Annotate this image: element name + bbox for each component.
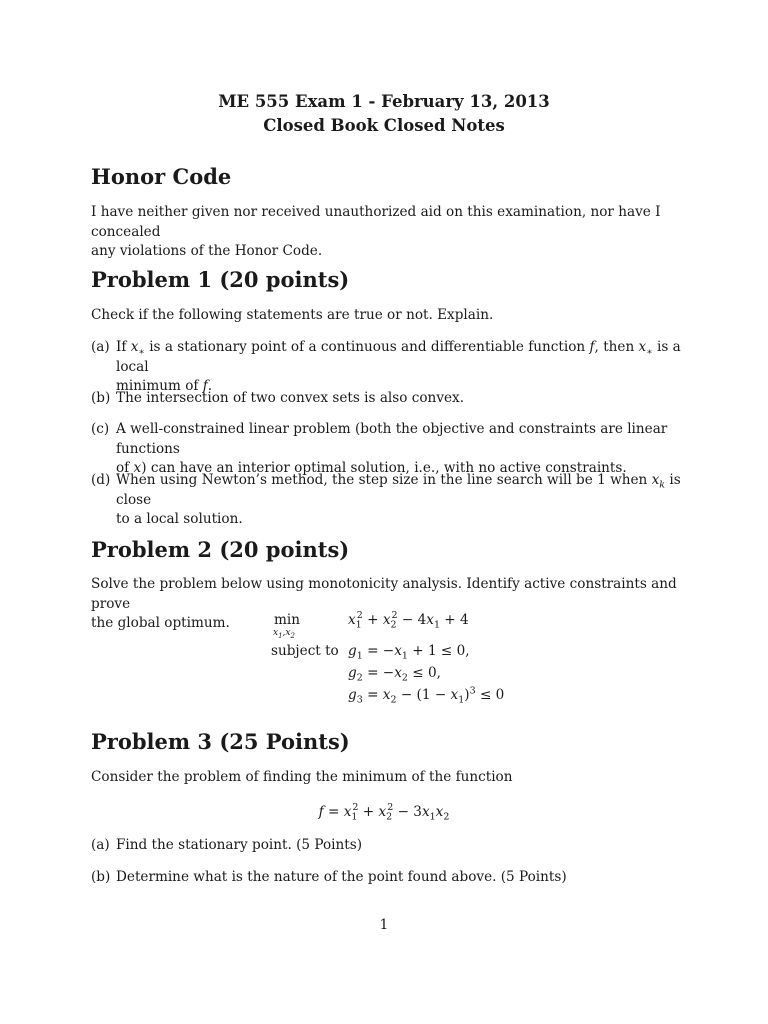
- problem-2-intro: Solve the problem below using monotonicity analysis. Identify active constraints and prove the global optimum.: [91, 576, 677, 631]
- objective-function: $x_1^2 + x_2^2 - 4x_1 + 4$: [348, 610, 469, 631]
- constraint-g3: $g_3 = x_2 - (1 - x_1)^3 \le 0$: [348, 685, 505, 706]
- problem-1-item-a: (a) If $x_∗$ is a stationary point of a continuous and differentiable function f, then $x_∗$ is a local minimum of f.: [91, 339, 681, 394]
- problem-1-item-d: (d) When using Newton’s method, the step size in the line search will be 1 when $x_k$ is close to a local solution.: [91, 472, 681, 527]
- honor-code-heading: Honor Code: [91, 164, 232, 189]
- problem-2-heading: Problem 2 (20 points): [91, 537, 350, 562]
- constraint-g1: $g_1 = -x_1 + 1 \le 0$,: [348, 643, 470, 662]
- problem-1-heading: Problem 1 (20 points): [91, 267, 350, 292]
- subject-to-label: subject to: [271, 643, 339, 659]
- problem-3-heading: Problem 3 (25 Points): [91, 729, 350, 754]
- honor-code-text: I have neither given nor received unauthorized aid on this examination, nor have I concealed any violations of the Honor Code.: [91, 204, 661, 259]
- exam-title: ME 555 Exam 1 - February 13, 2013: [218, 92, 550, 111]
- problem-3-item-a: (a) Find the stationary point. (5 Points): [91, 837, 363, 853]
- min-operator: min: [274, 612, 300, 628]
- problem-3-item-b: (b) Determine what is the nature of the point found above. (5 Points): [91, 869, 567, 885]
- constraint-g2: $g_2 = -x_2 \le 0$,: [348, 665, 441, 684]
- function-equation: $f = x_1^2 + x_2^2 - 3x_1x_2$: [318, 802, 450, 823]
- problem-1-intro: Check if the following statements are true or not. Explain.: [91, 307, 494, 323]
- problem-1-item-b: (b) The intersection of two convex sets is also convex.: [91, 390, 465, 406]
- min-subscript: $x_1,x_2$: [273, 628, 295, 640]
- problem-1-item-c: (c) A well-constrained linear problem (both the objective and constraints are linear functions of x) can have an interior optimal solution, i.e., with no active constraints.: [91, 421, 668, 476]
- page-number: 1: [379, 917, 389, 933]
- problem-3-intro: Consider the problem of finding the minimum of the function: [91, 769, 513, 785]
- exam-subtitle: Closed Book Closed Notes: [263, 116, 505, 135]
